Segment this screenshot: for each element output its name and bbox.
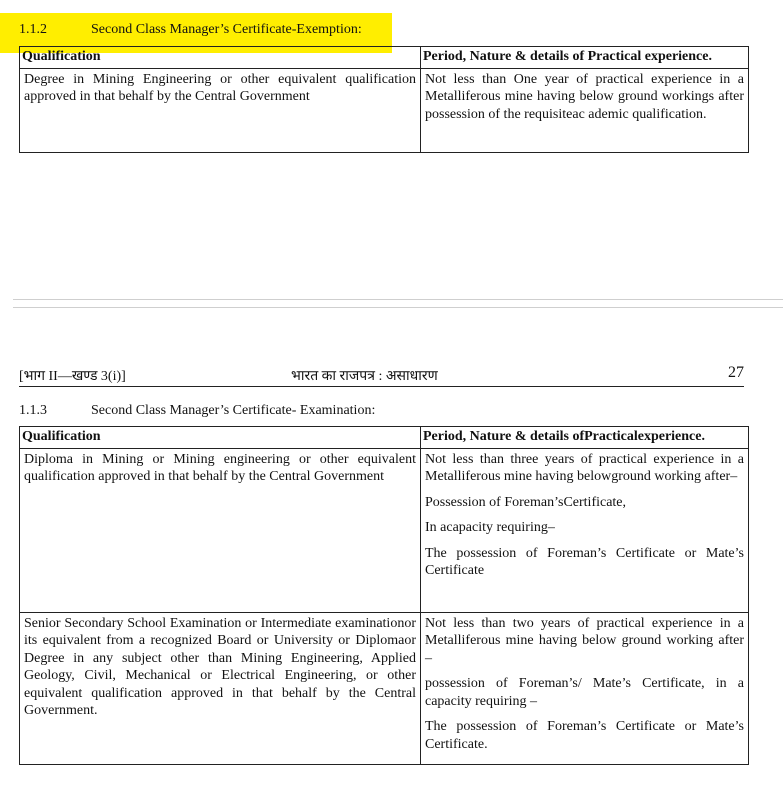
section-112-heading bbox=[19, 21, 362, 38]
running-header-gazette: भारत का राजपत्र : असाधारण bbox=[291, 369, 438, 384]
qualification-cell: Diploma in Mining or Mining engineering or other equivalent qualification approved in that behalf by the Central Government bbox=[20, 448, 421, 612]
experience-paragraph: Possession of Foreman’sCertificate, bbox=[425, 494, 627, 510]
page-number: 27 bbox=[728, 364, 744, 381]
qualification-cell: Degree in Mining Engineering or other equivalent qualification approved in that behalf by the Central Government bbox=[20, 68, 421, 152]
examination-table bbox=[19, 426, 749, 765]
experience-paragraph: Not less than three years of practical experience in a Metalliferous mine having belowground working after– bbox=[425, 451, 744, 484]
experience-paragraph: The possession of Foreman’s Certificate or Mate’s Certificate bbox=[425, 545, 744, 578]
table-row bbox=[20, 448, 749, 612]
table-header-row bbox=[20, 427, 749, 449]
experience-paragraph: The possession of Foreman’s Certificate or Mate’s Certificate. bbox=[425, 719, 744, 752]
running-header-rule bbox=[19, 386, 744, 387]
header-qualification: Qualification bbox=[20, 427, 421, 449]
section-112-number: 1.1.2 bbox=[19, 22, 47, 37]
page-break-line-top bbox=[13, 299, 783, 300]
section-113-number: 1.1.3 bbox=[19, 403, 47, 418]
section-113-title: Second Class Manager’s Certificate- Examination: bbox=[91, 403, 376, 418]
section-113-heading bbox=[19, 402, 375, 419]
table-header-row bbox=[20, 47, 749, 69]
exemption-table bbox=[19, 46, 749, 153]
qualification-cell: Senior Secondary School Examination or Intermediate examinationor its equivalent from a recognized Board or University or Diplomaor Degree in any subject other than Mining Engineering, Applied Geology, Civil, Mechanical or Electrical Engineering, or other equivalent qualification approved in that behalf by the Central Government. bbox=[20, 612, 421, 764]
experience-cell: Not less than One year of practical experience in a Metalliferous mine having below ground workings after possession of the requisiteac ademic qualification. bbox=[421, 68, 749, 152]
running-header-part: [भाग II—खण्ड 3(i)] bbox=[19, 369, 126, 384]
header-qualification: Qualification bbox=[20, 47, 421, 69]
header-experience: Period, Nature & details ofPracticalexperience. bbox=[421, 427, 749, 449]
experience-paragraph: Not less than two years of practical experience in a Metalliferous mine having below ground working after – bbox=[425, 615, 744, 666]
section-112-title: Second Class Manager’s Certificate-Exemption: bbox=[91, 22, 362, 37]
running-header bbox=[19, 366, 744, 386]
table-row bbox=[20, 612, 749, 764]
experience-paragraph: In acapacity requiring– bbox=[425, 520, 555, 535]
header-experience: Period, Nature & details of Practical experience. bbox=[421, 47, 749, 69]
experience-cell bbox=[421, 448, 749, 612]
table-row bbox=[20, 68, 749, 152]
experience-paragraph: possession of Foreman’s/ Mate’s Certificate, in a capacity requiring – bbox=[425, 676, 744, 709]
page-break-line-bottom bbox=[13, 307, 783, 308]
experience-cell bbox=[421, 612, 749, 764]
